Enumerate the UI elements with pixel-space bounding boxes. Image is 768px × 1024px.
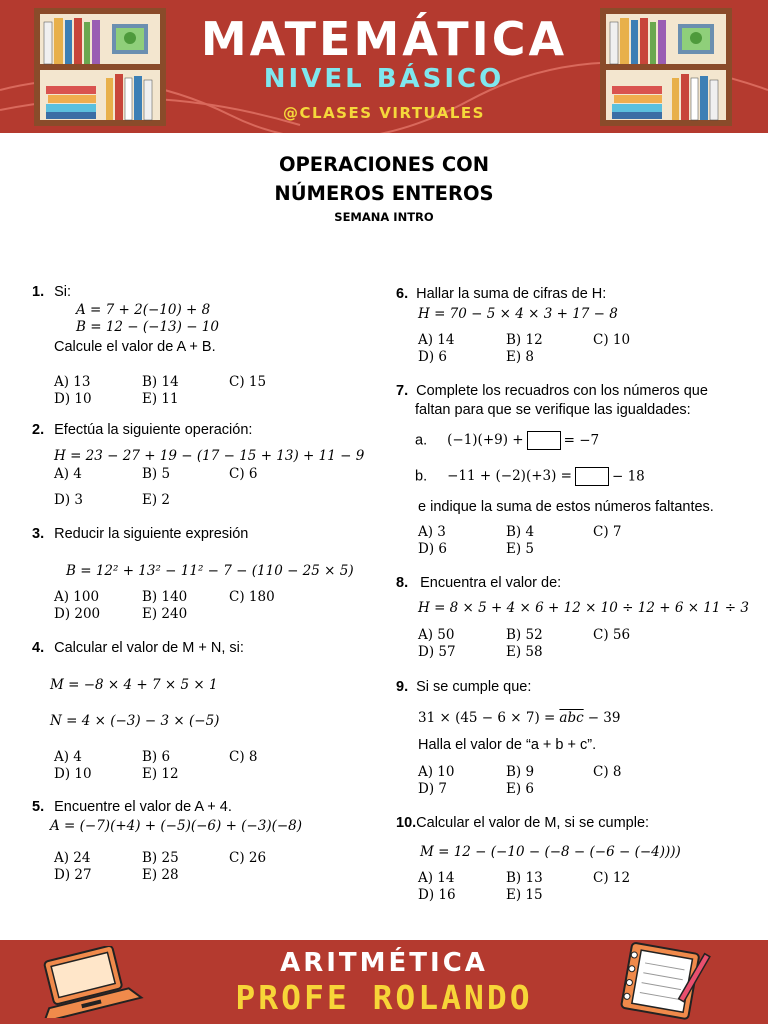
problem-intro: Calcular el valor de M + N, si:: [54, 640, 244, 656]
answer-option[interactable]: E) 15: [506, 887, 543, 903]
sub-item-expression: (−1)(+9) +: [447, 432, 524, 449]
answer-option[interactable]: C) 7: [593, 524, 622, 540]
answer-option[interactable]: C) 8: [229, 749, 258, 765]
answer-option[interactable]: D) 16: [418, 887, 456, 903]
answer-option[interactable]: D) 7: [418, 781, 447, 797]
answer-option[interactable]: D) 200: [54, 606, 101, 622]
problem-number: 1.: [32, 284, 45, 300]
header-handle: @CLASES VIRTUALES: [283, 104, 485, 122]
answer-option[interactable]: E) 12: [142, 766, 179, 782]
footer-subject: ARITMÉTICA: [280, 948, 488, 978]
problem-intro: Si:: [54, 284, 72, 300]
answer-option[interactable]: D) 57: [418, 644, 456, 660]
answer-option[interactable]: E) 6: [506, 781, 535, 797]
answer-option[interactable]: C) 56: [593, 627, 631, 643]
answer-option[interactable]: C) 26: [229, 850, 267, 866]
problem-equation: H = 23 − 27 + 19 − (17 − 15 + 13) + 11 − 9: [54, 448, 365, 464]
answer-option[interactable]: B) 25: [142, 850, 179, 866]
answer-option[interactable]: B) 13: [506, 870, 543, 886]
answer-option[interactable]: D) 10: [54, 766, 92, 782]
equation-overline-number: $\overline{abc}$: [559, 710, 584, 726]
sub-item-label: b.: [415, 468, 428, 485]
answer-option[interactable]: E) 240: [142, 606, 188, 622]
answer-option[interactable]: B) 12: [506, 332, 543, 348]
problem-intro: Complete los recuadros con los números que: [416, 383, 708, 399]
sub-item-result: = −7: [563, 432, 600, 449]
answer-option[interactable]: E) 5: [506, 541, 535, 557]
problem-intro: Calcular el valor de M, si se cumple:: [416, 815, 650, 831]
sub-item-b: [415, 467, 645, 486]
answer-option[interactable]: E) 11: [142, 391, 179, 407]
problem-equation: N = 4 × (−3) − 3 × (−5): [50, 713, 220, 729]
answer-option[interactable]: A) 13: [54, 374, 91, 390]
equation-left: 31 × (45 − 6 × 7) =: [418, 710, 556, 726]
answer-option[interactable]: C) 180: [229, 589, 275, 605]
answer-option[interactable]: B) 5: [142, 466, 171, 482]
problem-number: 9.: [396, 679, 409, 695]
answer-option[interactable]: A) 100: [54, 589, 100, 605]
document-title-line2: NÚMEROS ENTEROS: [274, 182, 494, 205]
problem-intro: Efectúa la siguiente operación:: [54, 422, 253, 438]
problem-number: 7.: [396, 383, 409, 399]
problem-intro: Reducir la siguiente expresión: [54, 526, 249, 542]
problem-equation: A = (−7)(+4) + (−5)(−6) + (−3)(−8): [50, 818, 303, 834]
problem-number: 10.: [396, 815, 417, 831]
problem-equation: H = 70 − 5 × 4 × 3 + 17 − 8: [418, 306, 618, 322]
answer-option[interactable]: B) 4: [506, 524, 535, 540]
problem-intro-continued: faltan para que se verifique las igualdades:: [415, 402, 691, 418]
answer-option[interactable]: E) 58: [506, 644, 543, 660]
answer-option[interactable]: A) 14: [418, 332, 455, 348]
answer-option[interactable]: A) 3: [418, 524, 446, 540]
problem-equation: H = 8 × 5 + 4 × 6 + 12 × 10 ÷ 12 + 6 × 11 ÷ 3: [418, 600, 749, 616]
answer-box[interactable]: [575, 467, 609, 486]
document-week: SEMANA INTRO: [334, 210, 434, 224]
sub-item-result: − 18: [611, 468, 645, 485]
problem-intro: Si se cumple que:: [416, 679, 532, 695]
problem-question: Calcule el valor de A + B.: [54, 339, 216, 355]
answer-option[interactable]: D) 6: [418, 541, 447, 557]
answer-option[interactable]: B) 9: [506, 764, 535, 780]
answer-option[interactable]: E) 28: [142, 867, 179, 883]
answer-option[interactable]: B) 52: [506, 627, 543, 643]
answer-option[interactable]: E) 2: [142, 492, 171, 508]
answer-option[interactable]: E) 8: [506, 349, 535, 365]
answer-option[interactable]: A) 50: [418, 627, 455, 643]
problem-number: 6.: [396, 286, 409, 302]
sub-item-expression: −11 + (−2)(+3) =: [447, 468, 572, 485]
problem-number: 2.: [32, 422, 45, 438]
problem-number: 4.: [32, 640, 45, 656]
answer-option[interactable]: C) 6: [229, 466, 258, 482]
problem-equation: A = 7 + 2(−10) + 8: [76, 302, 211, 318]
problem-question: e indique la suma de estos números faltantes.: [418, 499, 714, 515]
answer-box[interactable]: [527, 431, 561, 450]
problem-number: 3.: [32, 526, 45, 542]
problem-intro: Encuentre el valor de A + 4.: [54, 799, 232, 815]
problem-question: Halla el valor de “a + b + c”.: [418, 737, 597, 753]
answer-option[interactable]: D) 3: [54, 492, 83, 508]
problem-intro: Encuentra el valor de:: [420, 575, 562, 591]
equation-right: − 39: [587, 710, 621, 726]
problem-equation: M = 12 − (−10 − (−8 − (−6 − (−4)))): [420, 844, 681, 860]
footer-author: PROFE ROLANDO: [235, 978, 533, 1017]
answer-option[interactable]: D) 27: [54, 867, 92, 883]
problem-equation: B = 12 − (−13) − 10: [76, 319, 219, 335]
answer-option[interactable]: B) 14: [142, 374, 179, 390]
answer-option[interactable]: D) 6: [418, 349, 447, 365]
problem-intro: Hallar la suma de cifras de H:: [416, 286, 607, 302]
answer-option[interactable]: A) 14: [418, 870, 455, 886]
answer-option[interactable]: D) 10: [54, 391, 92, 407]
answer-option[interactable]: A) 10: [418, 764, 455, 780]
answer-option[interactable]: A) 4: [54, 749, 82, 765]
answer-option[interactable]: C) 15: [229, 374, 267, 390]
header-subtitle: NIVEL BÁSICO: [263, 64, 505, 94]
sub-item-a: [415, 431, 599, 450]
answer-option[interactable]: C) 10: [593, 332, 631, 348]
problem-number: 5.: [32, 799, 45, 815]
sub-item-label: a.: [415, 432, 428, 449]
answer-option[interactable]: B) 6: [142, 749, 171, 765]
answer-option[interactable]: C) 12: [593, 870, 631, 886]
document-title-line1: OPERACIONES CON: [278, 153, 490, 176]
answer-option[interactable]: A) 24: [54, 850, 91, 866]
problem-equation: M = −8 × 4 + 7 × 5 × 1: [50, 677, 218, 693]
answer-option[interactable]: B) 140: [142, 589, 188, 605]
footer-banner: [0, 940, 768, 1024]
header-banner: [0, 0, 768, 133]
answer-option[interactable]: C) 8: [593, 764, 622, 780]
answer-option[interactable]: A) 4: [54, 466, 82, 482]
document-title: [0, 150, 768, 208]
problem-equation: B = 12² + 13² − 11² − 7 − (110 − 25 × 5): [66, 563, 354, 579]
header-title: MATEMÁTICA: [200, 12, 568, 66]
problem-equation: [418, 710, 620, 726]
problem-number: 8.: [396, 575, 409, 591]
